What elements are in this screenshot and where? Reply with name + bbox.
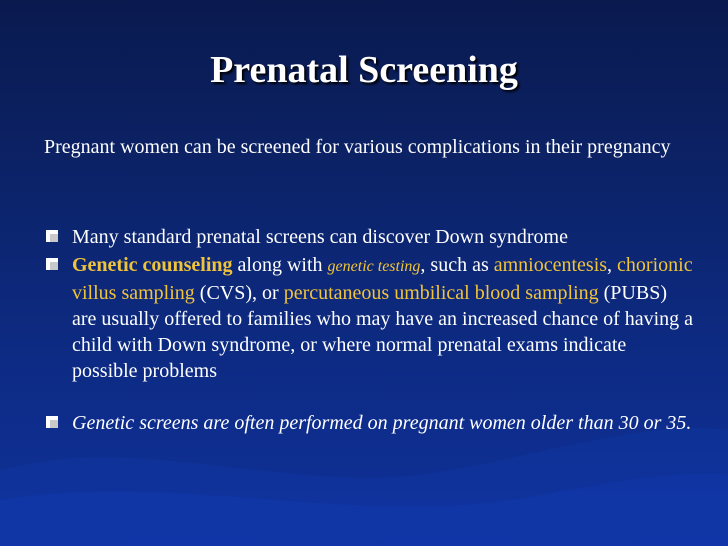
slide-title: Prenatal Screening	[210, 49, 518, 91]
bullet-text: ,	[607, 254, 618, 276]
bullet-item-down-syndrome-screens	[44, 224, 694, 250]
bullet-text: Genetic screens are often performed on pregnant women older than 30 or 35.	[72, 412, 692, 434]
bullet-text: (PUBS) are usually offered to families who may have an increased chance of having a child with Down syndrome, or where normal prenatal exams indicate possible problems	[72, 282, 694, 382]
intro-paragraph: Pregnant women can be screened for various complications in their pregnancy	[44, 136, 671, 158]
percutaneous-umbilical-blood-sampling-link[interactable]: percutaneous umbilical blood sampling	[283, 282, 599, 304]
genetic-testing-link[interactable]: genetic testing	[327, 258, 421, 275]
square-bullet-icon	[46, 416, 58, 428]
chorionic-villus-sampling-link[interactable]: chorionic villus sampling	[72, 254, 693, 304]
bullet-text: , such as	[420, 254, 494, 276]
bullet-text: along with	[232, 254, 328, 276]
bullet-list	[44, 224, 694, 436]
square-bullet-icon	[46, 230, 58, 242]
amniocentesis-link[interactable]: amniocentesis	[493, 254, 608, 276]
square-bullet-icon	[46, 258, 58, 270]
bullet-item-genetic-screens-age	[44, 410, 694, 436]
bullet-text: Many standard prenatal screens can discover Down syndrome	[72, 226, 568, 248]
genetic-counseling-link[interactable]: Genetic counseling	[72, 254, 233, 276]
bullet-text: (CVS), or	[194, 282, 284, 304]
bullet-item-genetic-counseling	[44, 252, 694, 384]
